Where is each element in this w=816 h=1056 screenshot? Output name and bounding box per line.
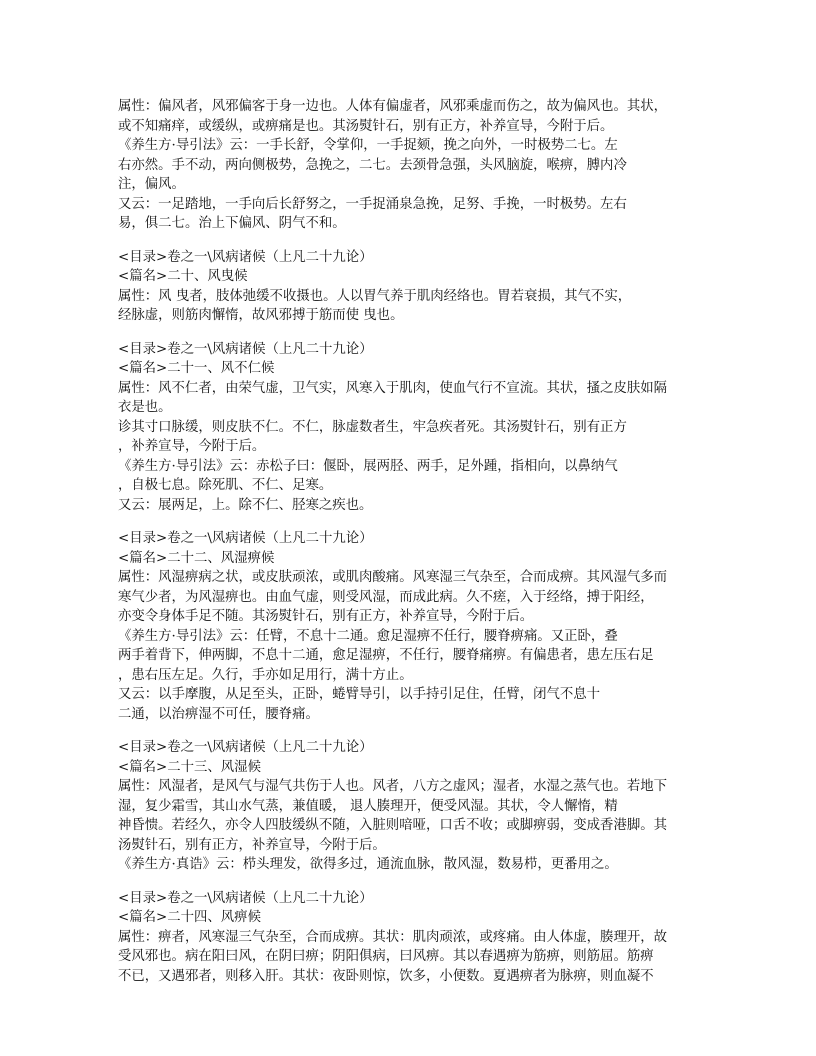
text-line: 又云：一足踏地，一手向后长舒努之，一手捉涌泉急挽，足努、手挽，一时极势。左右 [118,196,627,212]
text-line: 神昏愦。若经久，亦令人四肢缓纵不随，入脏则喑哑，口舌不收；或脚痹弱，变成香港脚。其 [118,818,668,833]
document-page [118,97,718,986]
text-line: 受风邪也。病在阳曰风，在阴曰痹；阴阳俱病，曰风痹。其以春遇痹为筋痹，则筋屈。筋痹 [118,949,654,964]
text-line: 属性：痹者，风寒湿三气杂至，合而成痹。其状：肌肉顽浓，或疼痛。由人体虚，腠理开，故 [118,929,668,945]
text-line: ，补养宣导，今附于后。 [118,439,266,454]
chapter-title: <篇名>二十二、风湿痹候 [118,550,275,566]
section-fengbi [118,889,718,987]
text-line: 《养生方·导引法》云：一手长舒，令掌仰，一手捉颏，挽之向外，一时极势二七。左 [118,138,618,153]
text-line: 衣是也。 [118,400,172,415]
catalog-line: <目录>卷之一\风病诸候（上凡二十九论） [118,890,373,906]
text-line: 又云：展两足，上。除不仁、胫寒之疾也。 [118,497,373,513]
text-line: 二通，以治痹湿不可任，腰脊痛。 [118,706,319,722]
text-line: 湿，复少霜雪，其山水气蒸，兼值暖， 退人腠理开，便受风湿。其状，令人懈惰，精 [118,798,618,814]
text-line: ，患右压左足。久行，手亦如足用行，满十方止。 [118,667,413,683]
section-fengye [118,248,718,326]
text-line: 属性：偏风者，风邪偏客于身一边也。人体有偏虚者，风邪乘虚而伤之，故为偏风也。其状， [118,99,668,114]
section-fengburen [118,340,718,516]
paragraph-gap [118,515,718,529]
paragraph-gap [118,326,718,340]
text-line: 属性：风不仁者，由荣气虚，卫气实，风寒入于肌肉，使血气行不宣流。其状，搔之皮肤如隔 [118,380,668,396]
chapter-title: <篇名>二十、风曳候 [118,269,248,284]
chapter-title: <篇名>二十一、风不仁候 [118,361,275,376]
text-line: 属性：风湿痹病之状，或皮肤顽浓，或肌肉酸痛。风寒湿三气杂至，合而成痹。其风湿气多而 [118,570,668,585]
section-fengshibi [118,529,718,724]
text-line: ，自极七息。除死肌、不仁、足寒。 [118,478,333,493]
text-line: 又云：以手摩腹，从足至头，正卧，蜷臂导引，以手持引足住，任臂，闭气不息十 [118,687,601,702]
catalog-line: <目录>卷之一\风病诸候（上凡二十九论） [118,531,373,546]
paragraph-gap [118,234,718,248]
text-line: 亦变令身体手足不随。其汤熨针石，别有正方，补养宣导，今附于后。 [118,609,534,624]
text-line: 属性：风湿者，是风气与湿气共伤于人也。风者，八方之虚风；湿者，水湿之蒸气也。若地下 [118,779,668,794]
paragraph-gap [118,724,718,738]
section-pianfeng [118,97,718,234]
text-line: 或不知痛痒，或缓纵，或痹痛是也。其汤熨针石，别有正方，补养宣导，今附于后。 [118,118,614,134]
paragraph-gap [118,875,718,889]
text-line: 《养生方·真诰》云：栉头理发，欲得多过，通流血脉，散风湿，数易栉，更番用之。 [118,857,618,872]
text-line: 经脉虚，则筋肉懈惰，故风邪搏于筋而使 曳也。 [118,308,404,323]
text-line: 易，俱二七。治上下偏风、阴气不和。 [118,216,346,231]
text-line: 两手着背下，伸两脚，不息十二通，愈足湿痹，不任行，腰脊痛痹。有偏患者，患左压右足 [118,648,654,663]
text-line: 不已，又遇邪者，则移入肝。其状：夜卧则惊，饮多，小便数。夏遇痹者为脉痹，则血凝不 [118,968,654,984]
text-line: 寒气少者，为风湿痹也。由血气虚，则受风湿，而成此病。久不瘥，入于经络，搏于阳经， [118,589,654,605]
text-line: 《养生方·导引法》云：任臂，不息十二通。愈足湿痹不任行，腰脊痹痛。又正卧，叠 [118,628,618,644]
section-fengshi [118,738,718,875]
catalog-line: <目录>卷之一\风病诸候（上凡二十九论） [118,740,373,755]
catalog-line: <目录>卷之一\风病诸候（上凡二十九论） [118,249,373,265]
text-line: 《养生方·导引法》云：赤松子曰：偃卧，展两胫、两手，足外踵，指相向，以鼻纳气 [118,458,618,474]
chapter-title: <篇名>二十四、风痹候 [118,910,261,925]
chapter-title: <篇名>二十三、风湿候 [118,759,261,775]
text-line: 右亦然。手不动，两向侧极势，急挽之，二七。去颈骨急强，头风脑旋，喉痹，膊内冷 [118,157,627,173]
catalog-line: <目录>卷之一\风病诸候（上凡二十九论） [118,341,373,357]
text-line: 汤熨针石，别有正方，补养宣导，今附于后。 [118,837,386,853]
text-line: 诊其寸口脉缓，则皮肤不仁。不仁，脉虚数者生，牢急疾者死。其汤熨针石，别有正方 [118,419,627,435]
text-line: 注，偏风。 [118,177,185,192]
text-line: 属性：风 曳者，肢体弛缓不收摄也。人以胃气养于肌肉经络也。胃若衰损，其气不实， [118,288,632,304]
